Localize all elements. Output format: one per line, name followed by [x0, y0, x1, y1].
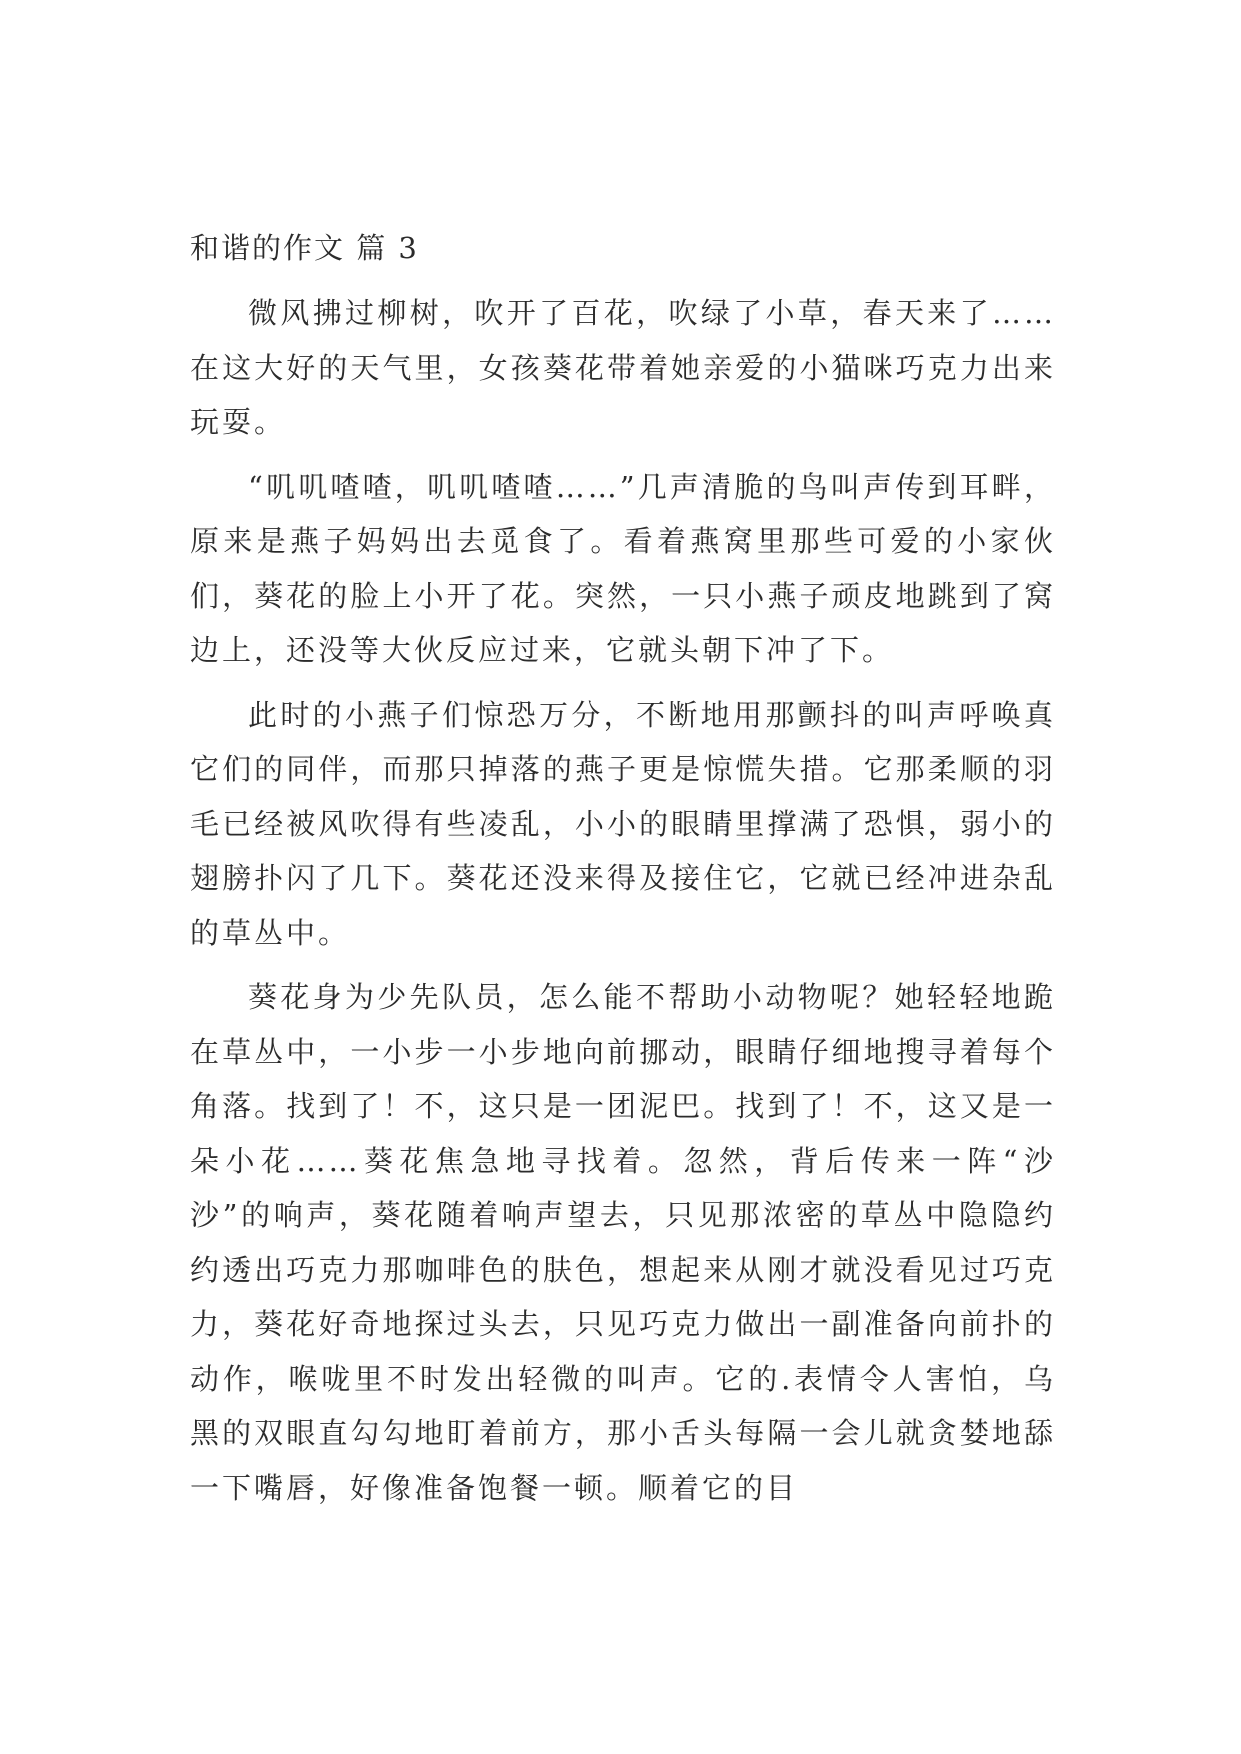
paragraph: “叽叽喳喳，叽叽喳喳……”几声清脆的鸟叫声传到耳畔，原来是燕子妈妈出去觅食了。看着燕窝里那些可爱的小家伙们，葵花的脸上小开了花。突然，一只小燕子顽皮地跳到了窝边上，还没等大伙反应过来，它就头朝下冲了下。 [190, 469, 1056, 667]
document-body [190, 222, 1056, 1525]
paragraph: 微风拂过柳树，吹开了百花，吹绿了小草，春天来了……在这大好的天气里，女孩葵花带着她亲爱的小猫咪巧克力出来玩耍。 [190, 296, 1056, 439]
paragraph: 此时的小燕子们惊恐万分，不断地用那颤抖的叫声呼唤真它们的同伴，而那只掉落的燕子更是惊慌失措。它那柔顺的羽毛已经被风吹得有些凌乱，小小的眼睛里撑满了恐惧，弱小的翅膀扑闪了几下。葵花还没来得及接住它，它就已经冲进杂乱的草丛中。 [190, 697, 1056, 950]
paragraph: 葵花身为少先队员，怎么能不帮助小动物呢？她轻轻地跪在草丛中，一小步一小步地向前挪动，眼睛仔细地搜寻着每个角落。找到了！不，这只是一团泥巴。找到了！不，这又是一朵小花……葵花焦急地寻找着。忽然，背后传来一阵“沙沙”的响声，葵花随着响声望去，只见那浓密的草丛中隐隐约约透出巧克力那咖啡色的肤色，想起来从刚才就没看见过巧克力，葵花好奇地探过头去，只见巧克力做出一副准备向前扑的动作，喉咙里不时发出轻微的叫声。它的.表情令人害怕，乌黑的双眼直勾勾地盯着前方，那小舌头每隔一会儿就贪婪地舔一下嘴唇，好像准备饱餐一顿。顺着它的目 [190, 980, 1056, 1505]
document-title: 和谐的作文 篇 3 [190, 231, 419, 265]
